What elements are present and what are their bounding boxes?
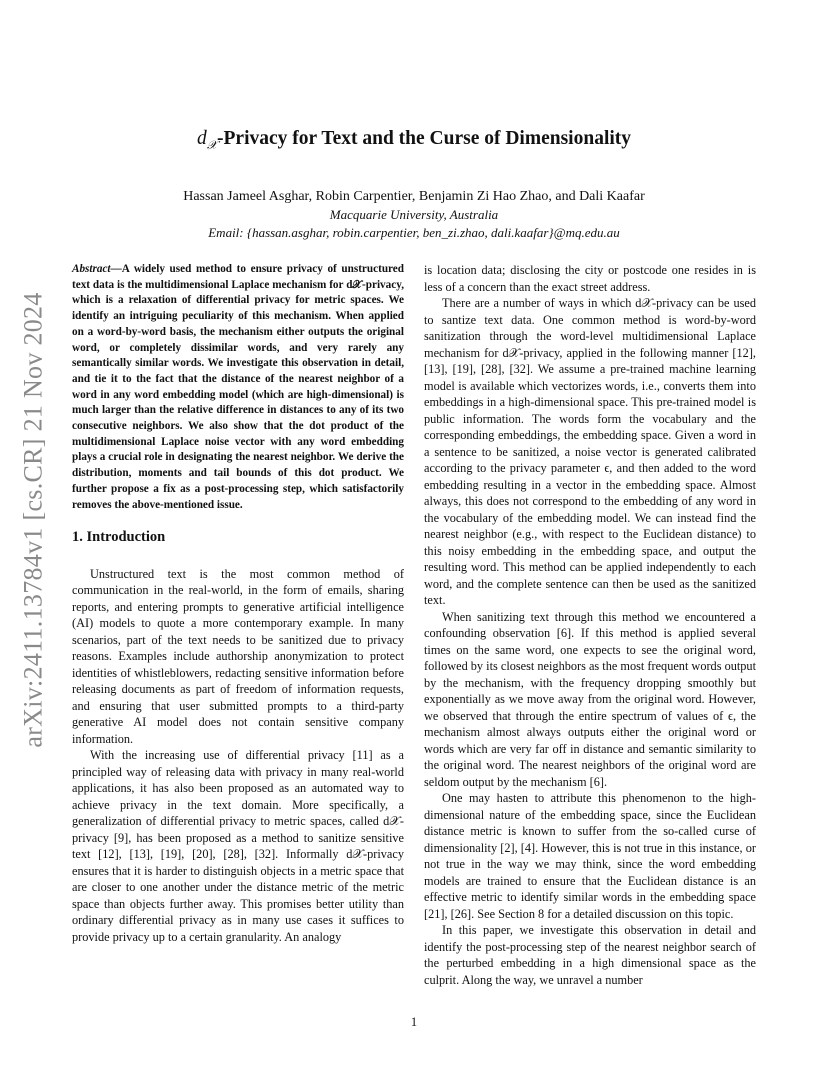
title-math-sub: 𝒳 [206,137,218,152]
author-emails: Email: {hassan.asghar, robin.carpentier, ben_zi.zhao, dali.kaafar}@mq.edu.au [208,225,620,240]
title-text: -Privacy for Text and the Curse of Dimensionality [217,128,632,149]
author-list: Hassan Jameel Asghar, Robin Carpentier, Benjamin Zi Hao Zhao, and Dali Kaafar [183,189,645,204]
affiliation: Macquarie University, Australia [329,207,499,222]
paragraph: In this paper, we investigate this observation in detail and identify the post-processing step of the nearest neighbor search of the perturbed embedding in a high dimensional space as the culprit. Along the way, we unravel a number [424,923,756,987]
paragraph: There are a number of ways in which d𝒳-privacy can be used to santize text data. One common method is word-by-word sanitization through the word-level multidimensional Laplace mechanism for d𝒳-privacy, applied in the following manner [12], [13], [19], [28], [32]. We assume a pre-trained machine learning model is available which vectorizes words, i.e., converts them into embeddings in a high-dimensional space. This pre-trained model is public information. The words form the vocabulary and the corresponding embeddings, the embedding space. Given a word in a sentence to be sanitized, a noise vector is generated calibrated according to the privacy parameter ϵ, and then added to the word embedding resulting in a vector in the embedding space. Almost always, this does not correspond to the embedding of any word in the vocabulary of the embedding model. We can instead find the nearest neighbor (e.g., with respect to the Euclidean distance) to this noisy embedding in the embedding space, and output the resulting word. This method can be applied independently to each word, and the complete sentence can then be used as the sanitized text. [424,296,756,607]
abstract [72,262,404,513]
arxiv-id: arXiv:2411.13784v1 [cs.CR] 21 Nov 2024 [19,292,49,748]
paragraph: One may hasten to attribute this phenomenon to the high-dimensional nature of the embedding space, since the Euclidean distance metric is known to suffer from the so-called curse of dimensionality [2], [4]. However, this is not true in this instance, or not true in the way we may think, since the word embedding models are trained to ensure that the Euclidean distance is an effective metric to identify similar words in the embedding space [21], [26]. See Section 8 for a detailed discussion on this topic. [424,791,756,921]
paragraph: Unstructured text is the most common method of communication in the real-world, in the form of emails, sharing reports, and entering prompts to generative artificial intelligence (AI) models to quote a more contemporary example. In many scenarios, part of the text needs to be sanitized due to privacy reasons. Examples include authorship anonymization to protect identities of whistleblowers, redacting sensitive information before releasing documents as part of freedom of information requests, and ensuring that user submitted prompts to a third-party generative AI model does not contain sensitive company information. [72,566,404,746]
section-heading-introduction: 1. Introduction [72,529,166,546]
paragraph: is location data; disclosing the city or postcode one resides in is less of a concern than the exact street address. [424,263,756,294]
title-math-d: d [196,128,207,149]
right-column [424,262,756,988]
paper-title [0,128,828,153]
page-number: 1 [410,1015,418,1029]
left-column [72,262,404,945]
paragraph: When sanitizing text through this method we encountered a confounding observation [6]. If this method is applied several times on the same word, one expects to see the original word, followed by its closest neighbors as the most frequent words output by the mechanism, with the frequency dropping smoothly but exponentially as we move away from the original word. However, we observed that through the entire spectrum of values of ϵ, the mechanism almost always outputs either the original word or words which are very far off in distance and semantic similarity to the original word. The nearest neighbors of the original word are seldom output by the mechanism [6]. [424,609,756,789]
arxiv-sidebar-stamp [14,280,54,760]
abstract-label: Abstract [72,263,111,275]
abstract-text: —A widely used method to ensure privacy of unstructured text data is the multidimensional Laplace mechanism for d𝒳-privacy, which is a relaxation of differential privacy for metric spaces. We identify an intriguing peculiarity of this mechanism. When applied on a word-by-word basis, the mechanism either outputs the original word, or completely dissimilar words, and very rarely any semantically similar words. We investigate this observation in detail, and tie it to the fact that the distance of the nearest neighbor of a word in any word embedding model (which are high-dimensional) is much larger than the relative difference in distances to any of its two consecutive neighbors. We also show that the dot product of the multidimensional Laplace noise vector with any word embedding plays a crucial role in designating the nearest neighbor. We derive the distribution, moments and tail bounds of this dot product. We further propose a fix as a post-processing step, which satisfactorily removes the above-mentioned issue. [72,263,404,511]
paragraph: With the increasing use of differential privacy [11] as a principled way of releasing data with privacy in many real-world applications, it has also been proposed as an automated way to achieve privacy in the text domain. More specifically, a generalization of differential privacy to metric spaces, called d𝒳-privacy [9], has been proposed as a method to sanitize sensitive text [12], [13], [19], [20], [28], [32]. Informally d𝒳-privacy ensures that it is harder to distinguish objects in a metric space that are closer to one another under the distance metric of the metric space than objects further away. This promises better utility than ordinary differential privacy as in many use cases it suffices to provide privacy up to a certain granularity. An analogy [72,748,404,944]
